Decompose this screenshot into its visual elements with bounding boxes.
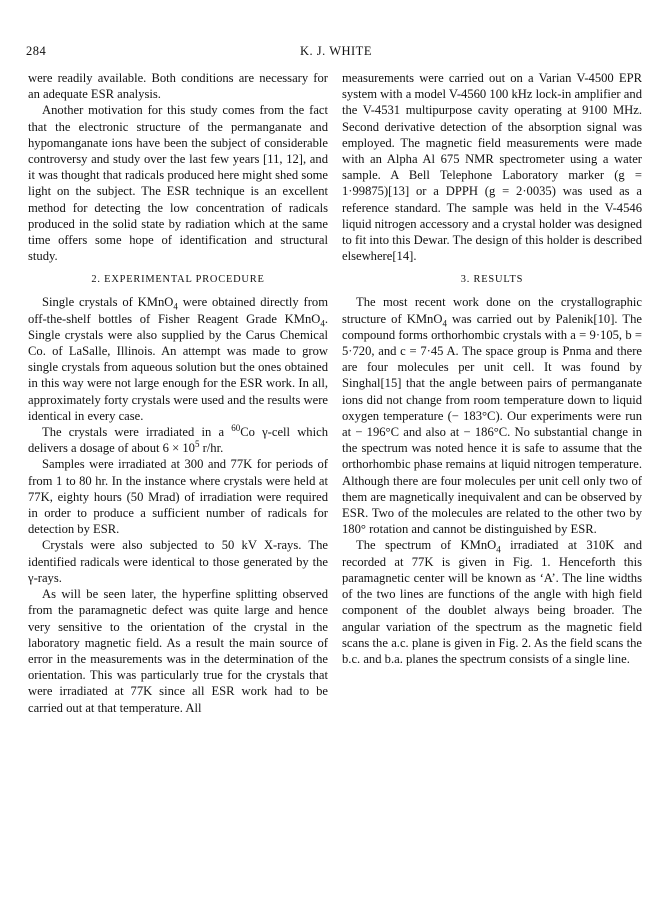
paragraph: Another motivation for this study comes from the fact that the electronic structure of the permanganate and hypomanganate ions have been the subject of considerable controversy and study over the last few years [11, 12], and it was thought that radicals produced here might shed some light on the subject. The ESR technique is an excellent method for detecting the low concentration of radicals produced in the solid state by radiation which at the same time offers some hope of identification and structural study. [28,103,328,264]
paragraph: Samples were irradiated at 300 and 77K for periods of from 1 to 80 hr. In the instance where crystals were held at 77K, eighty hours (50 Mrad) of irradiation were required in order to produce a sufficient number of radicals for detection by ESR. [28,457,328,537]
paragraph: The spectrum of KMnO$_4$ irradiated at 310K and recorded at 77K is given in Fig. 1. Henceforth this paramagnetic center will be known as ‘A’. The line widths of the two lines are functions of the angle with high field component of the doublet always being broader. The angular variation of the spectrum as the magnetic field scans the a.c. plane is given in Fig. 2. As the field scans the b.c. and b.a. planes the spectrum consists of a single line. [342,538,642,666]
paragraph: The crystals were irradiated in a $^{60}$Co γ-cell which delivers a dosage of about $6 \times 10^5$ r/hr. [28,422,328,456]
running-title: K. J. WHITE [300,44,372,58]
left-column [28,70,328,716]
section-heading-experimental: 2. EXPERIMENTAL PROCEDURE [91,274,265,286]
page-number: 284 [26,44,47,58]
section-heading-results: 3. RESULTS [460,274,524,286]
paragraph: The most recent work done on the crystallographic structure of KMnO$_4$ was carried out by Palenik[10]. The compound forms orthorhombic crystals with a = 9·105, b = 5·720, and c = 7·45 A. The space group is Pnma and there are four molecules per unit cell. It was found by Singhal[15] that the angle between pairs of permanganate ions did not change from room temperature down to liquid oxygen temperature (− 183°C). Our experiments were run at − 196°C and also at − 186°C. No substantial change in the spectrum was noted hence it is safe to assume that the orthorhombic phase remains at liquid nitrogen temperature. Although there are four molecules per unit cell only two of them are magnetically inequivalent and can be observed by ESR. Two of the molecules are related to the other two by 180° rotation and cannot be distinguished by ESR. [342,295,642,537]
paragraph: were readily available. Both conditions are necessary for an adequate ESR analysis. [28,71,328,102]
paragraph: Single crystals of KMnO$_4$ were obtained directly from off-the-shelf bottles of Fisher Reagent Grade KMnO$_4$. Single crystals were also supplied by the Carus Chemical Co. of LaSalle, Illinois. An attempt was made to grow single crystals from aqueous solution but the ones obtained in this way were not large enough for the ESR work. In all, approximately forty crystals were used and the results were identical in every case. [28,295,328,423]
page-header [26,44,646,64]
right-column [342,70,642,667]
paragraph: Crystals were also subjected to 50 kV X-rays. The identified radicals were identical to those generated by the γ-rays. [28,538,328,585]
paragraph: As will be seen later, the hyperfine splitting observed from the paramagnetic defect was quite large and hence very sensitive to the orientation of the crystal in the laboratory magnetic field. As a result the main source of error in the measurements was in the determination of the orientation. This was particularly true for the crystals that were irradiated at 77K since all ESR work had to be carried out at that temperature. All [28,587,328,715]
paragraph: measurements were carried out on a Varian V-4500 EPR system with a model V-4560 100 kHz lock-in amplifier and the V-4531 multipurpose cavity operating at 9100 MHz. Second derivative detection of the absorption signal was employed. The magnetic field measurements were made with an Alpha Al 675 NMR spectrometer using a water sample. A Bell Telephone Laboratory marker (g = 1·99875)[13] or a DPPH (g = 2·0035) was used as a reference standard. The sample was held in the V-4546 liquid nitrogen accessory and a crystal holder was designed to fit into this Dewar. The design of this holder is described elsewhere[14]. [342,71,642,264]
